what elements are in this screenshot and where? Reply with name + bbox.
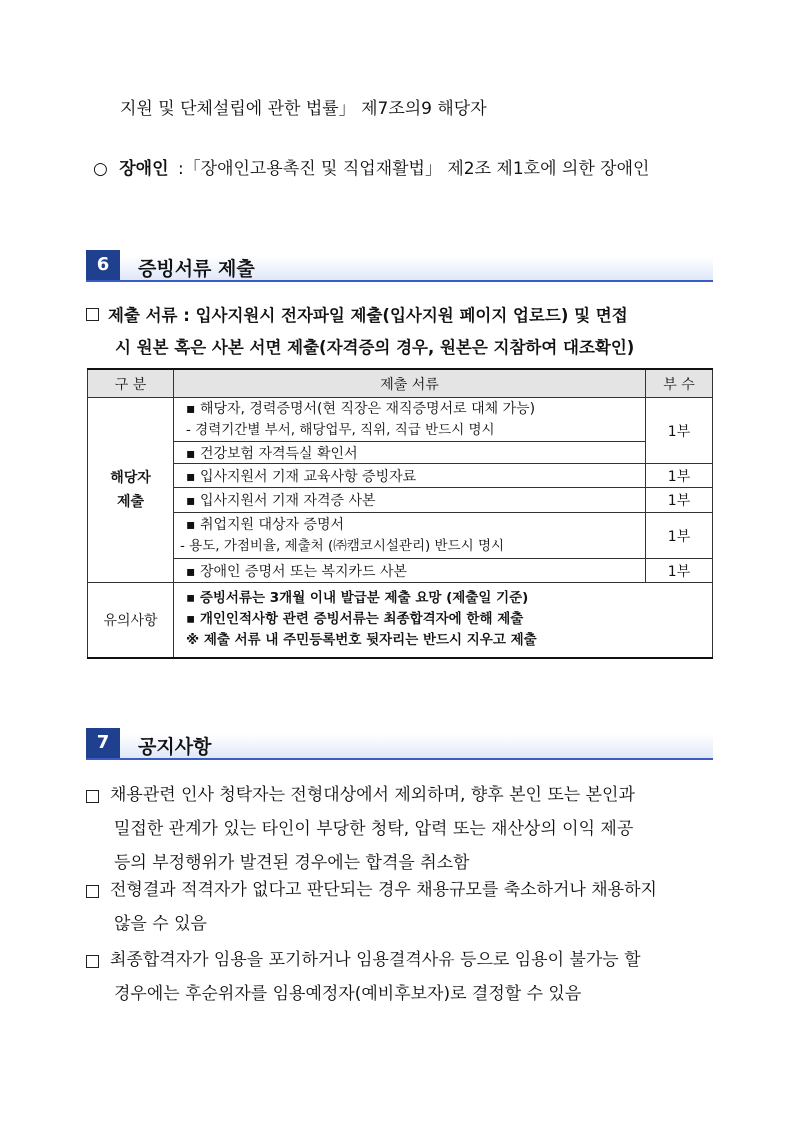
law-continuation-line: 지원 및 단체설립에 관한 법률」 제7조의9 해당자	[120, 99, 487, 119]
count-cell: 1부	[646, 398, 713, 464]
doc-text: ▪ 해당자, 경력증명서(현 직장은 재직증명서로 대체 가능)	[186, 400, 536, 417]
section7-number: 7	[86, 728, 120, 758]
notes-cell	[174, 583, 713, 658]
count-cell: 1부	[646, 488, 713, 513]
doc-text: ▪ 입사지원서 기재 교육사항 증빙자료	[186, 468, 417, 485]
group-label-line2: 제출	[116, 494, 145, 510]
doc-text: ▪ 장애인 증명서 또는 복지카드 사본	[186, 563, 408, 580]
notice-line: 최종합격자가 임용을 포기하거나 임용결격사유 등으로 임용이 불가능 할	[110, 950, 641, 970]
circle-bullet-icon: ○	[93, 159, 108, 179]
table-row	[88, 398, 713, 442]
doc-cell	[174, 398, 646, 442]
count-cell: 1부	[646, 513, 713, 559]
table-row	[88, 464, 713, 488]
doc-cell	[174, 442, 646, 464]
note-item: ▪ 증빙서류는 3개월 이내 발급분 제출 요망 (제출일 기준)	[186, 590, 529, 607]
table-header-row	[88, 369, 713, 398]
section6-intro-line2: 시 원본 혹은 사본 서면 제출(자격증의 경우, 원본은 지참하여 대조확인)	[115, 338, 635, 357]
group-label-cell	[88, 398, 174, 583]
checkbox-square-icon	[86, 955, 99, 968]
count-cell: 1부	[646, 464, 713, 488]
table-row	[88, 559, 713, 583]
doc-subtext: - 용도, 가점비율, 제출처 (㈜캠코시설관리) 반드시 명시	[180, 537, 505, 554]
section6-intro-line1: 제출 서류 : 입사지원시 전자파일 제출(입사지원 페이지 업로드) 및 면접	[108, 306, 628, 325]
disabled-text: :「장애인고용촉진 및 직업재활법」 제2조 제1호에 의한 장애인	[177, 159, 650, 179]
section6-number: 6	[86, 250, 120, 280]
notice-line: 전형결과 적격자가 없다고 판단되는 경우 채용규모를 축소하거나 채용하지	[110, 880, 657, 900]
doc-text: ▪ 입사지원서 기재 자격증 사본	[186, 493, 376, 509]
header-documents: 제출 서류	[174, 369, 646, 398]
checkbox-square-icon	[86, 885, 99, 898]
notice-item-3	[110, 943, 641, 1011]
note-item: ▪ 개인인적사항 관련 증빙서류는 최종합격자에 한해 제출	[186, 611, 524, 628]
notice-item-1	[110, 778, 635, 880]
doc-subtext: - 경력기간별 부서, 해당업무, 직위, 직급 반드시 명시	[186, 421, 495, 438]
table-row	[88, 442, 713, 464]
section7-title: 공지사항	[138, 736, 212, 758]
notice-line: 경우에는 후순위자를 임용예정자(예비후보자)로 결정할 수 있음	[114, 984, 582, 1004]
disabled-label: 장애인	[119, 159, 169, 179]
notice-item-2	[110, 873, 657, 941]
notice-line: 밀접한 관계가 있는 타인이 부당한 청탁, 압력 또는 재산상의 이익 제공	[114, 819, 634, 839]
doc-cell	[174, 488, 646, 513]
notice-line: 채용관련 인사 청탁자는 전형대상에서 제외하며, 향후 본인 또는 본인과	[110, 785, 635, 805]
table-row	[88, 513, 713, 559]
notes-label-cell: 유의사항	[88, 583, 174, 658]
table-row	[88, 488, 713, 513]
checkbox-square-icon	[86, 790, 99, 803]
header-count: 부 수	[646, 369, 713, 398]
table-row	[88, 583, 713, 658]
notice-line: 등의 부정행위가 발견된 경우에는 합격을 취소함	[114, 853, 470, 873]
checkbox-square-icon	[86, 308, 99, 321]
doc-cell	[174, 464, 646, 488]
doc-text: ▪ 건강보험 자격득실 확인서	[186, 445, 358, 462]
notice-line: 않을 수 있음	[114, 914, 207, 934]
count-cell: 1부	[646, 559, 713, 583]
disabled-definition	[93, 154, 649, 179]
group-label-line1: 해당자	[110, 470, 151, 486]
doc-cell	[174, 513, 646, 559]
documents-table	[87, 368, 713, 659]
doc-cell	[174, 559, 646, 583]
doc-text: ▪ 취업지원 대상자 증명서	[186, 516, 345, 533]
section6-title: 증빙서류 제출	[138, 258, 255, 280]
note-item: ※ 제출 서류 내 주민등록번호 뒷자리는 반드시 지우고 제출	[186, 632, 537, 649]
header-category: 구 분	[88, 369, 174, 398]
